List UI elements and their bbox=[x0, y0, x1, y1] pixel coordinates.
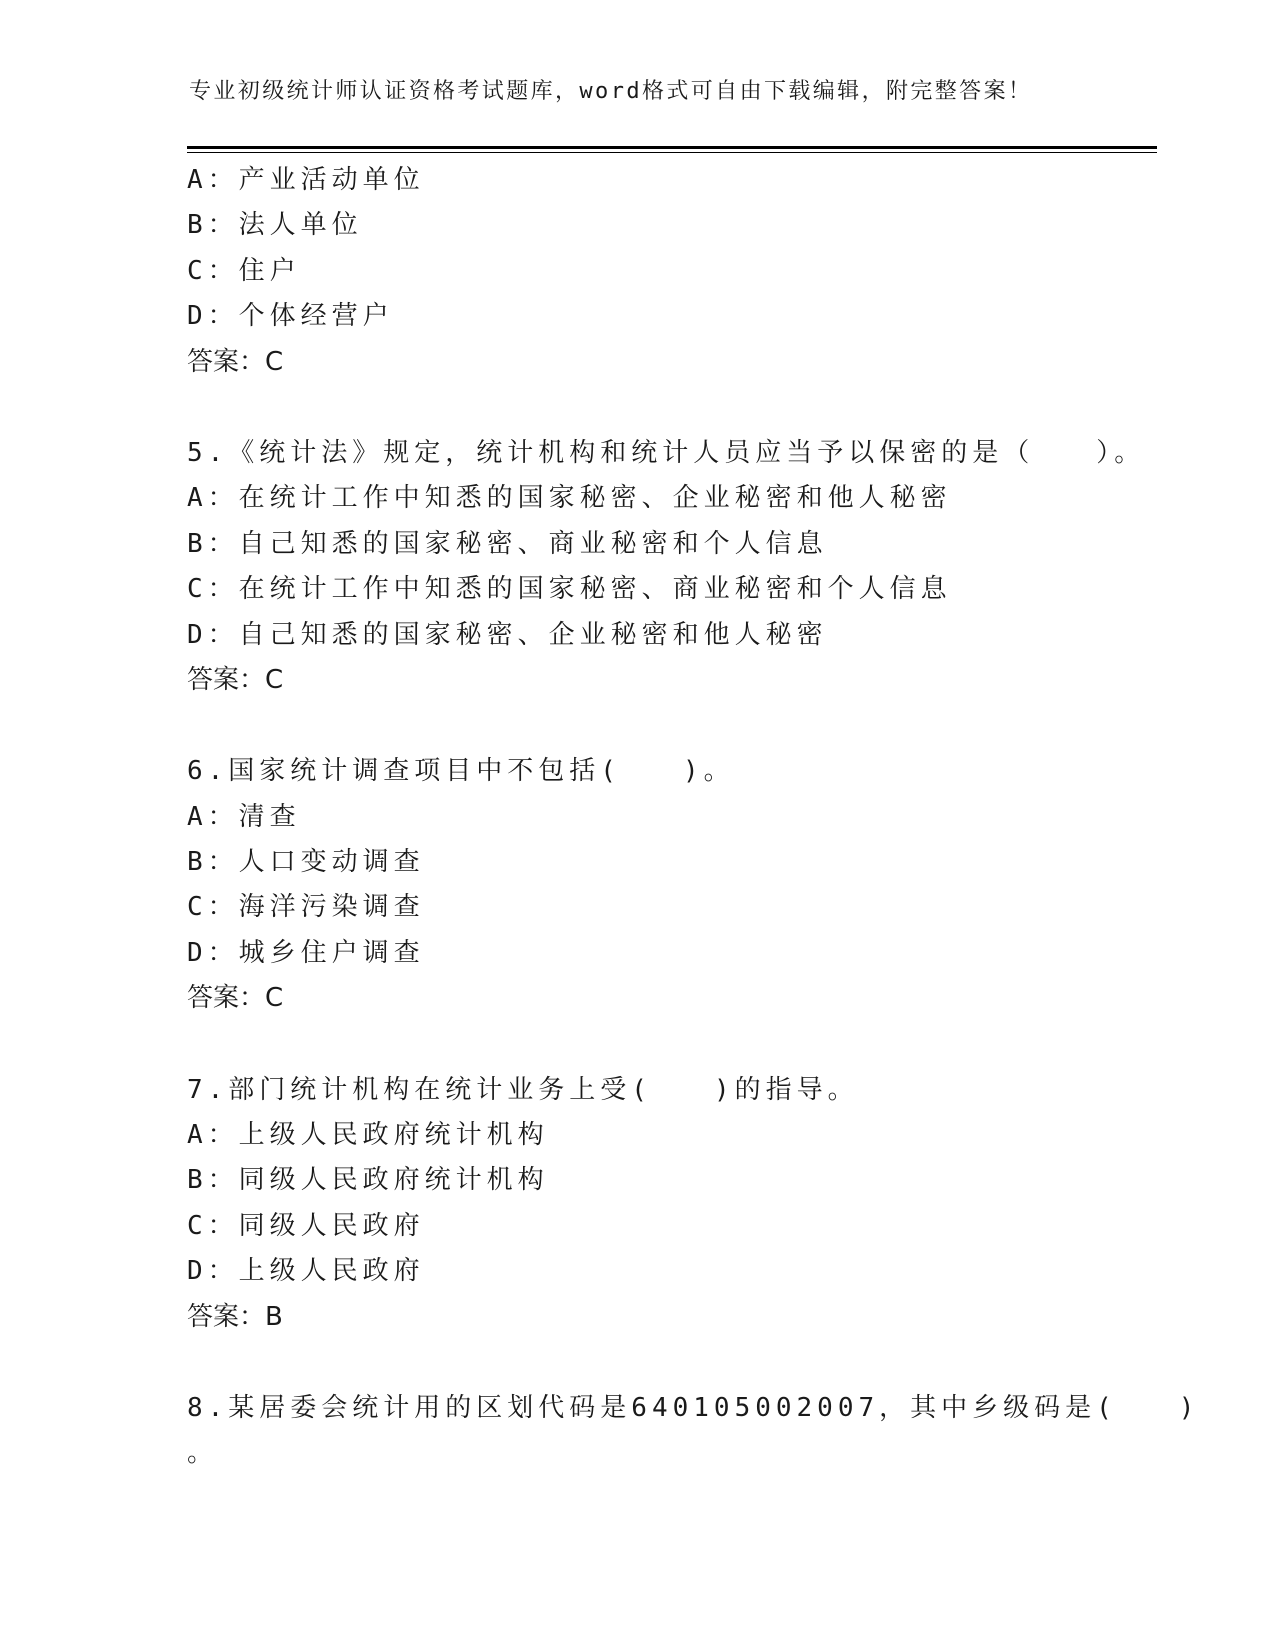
question-8-block bbox=[187, 1386, 1200, 1477]
question-7-text: 7.部门统计机构在统计业务上受( )的指导。 bbox=[187, 1074, 859, 1105]
question-5-option-d: D：自己知悉的国家秘密、企业秘密和他人秘密 bbox=[187, 619, 828, 650]
question-4-answer: 答案：C bbox=[187, 346, 284, 377]
question-6-option-c: C：海洋污染调查 bbox=[187, 892, 425, 923]
question-5-option-a: A：在统计工作中知悉的国家秘密、企业秘密和他人秘密 bbox=[187, 483, 952, 514]
document-header: 专业初级统计师认证资格考试题库，word格式可自由下载编辑，附完整答案！ bbox=[189, 79, 1033, 104]
question-7-answer: 答案：B bbox=[187, 1301, 283, 1332]
question-7-block bbox=[187, 1068, 1117, 1340]
question-5-text: 5.《统计法》规定，统计机构和统计人员应当予以保密的是（ ）。 bbox=[187, 437, 1146, 468]
spacer bbox=[187, 703, 1117, 749]
question-8-text-continued: 。 bbox=[187, 1438, 219, 1469]
question-5-block bbox=[187, 431, 1146, 703]
spacer bbox=[187, 1340, 1117, 1386]
question-4-block bbox=[187, 158, 1117, 385]
question-content bbox=[187, 158, 1200, 1477]
spacer bbox=[187, 1022, 1117, 1068]
question-5-option-b: B：自己知悉的国家秘密、商业秘密和个人信息 bbox=[187, 528, 828, 559]
spacer bbox=[187, 385, 1117, 431]
question-5-option-c: C：在统计工作中知悉的国家秘密、商业秘密和个人信息 bbox=[187, 574, 952, 605]
question-6-text: 6.国家统计调查项目中不包括( )。 bbox=[187, 756, 735, 787]
question-6-option-a: A：清查 bbox=[187, 801, 301, 832]
question-6-block bbox=[187, 749, 1117, 1021]
question-5-answer: 答案：C bbox=[187, 664, 284, 695]
question-7-option-c: C：同级人民政府 bbox=[187, 1210, 425, 1241]
header-rule-thin bbox=[187, 152, 1157, 153]
question-7-option-a: A：上级人民政府统计机构 bbox=[187, 1120, 549, 1151]
question-4-option-c: C：住户 bbox=[187, 255, 301, 286]
question-7-option-d: D：上级人民政府 bbox=[187, 1256, 425, 1287]
question-4-option-a: A：产业活动单位 bbox=[187, 165, 425, 195]
question-6-answer: 答案：C bbox=[187, 983, 284, 1014]
question-4-option-d: D：个体经营户 bbox=[187, 301, 394, 332]
question-7-option-b: B：同级人民政府统计机构 bbox=[187, 1165, 549, 1196]
question-4-option-b: B：法人单位 bbox=[187, 210, 363, 241]
question-6-option-b: B：人口变动调查 bbox=[187, 847, 425, 878]
header-rule-thick bbox=[187, 146, 1157, 149]
question-6-option-d: D：城乡住户调查 bbox=[187, 937, 425, 968]
question-8-text: 8.某居委会统计用的区划代码是640105002007，其中乡级码是( ) bbox=[187, 1392, 1200, 1423]
